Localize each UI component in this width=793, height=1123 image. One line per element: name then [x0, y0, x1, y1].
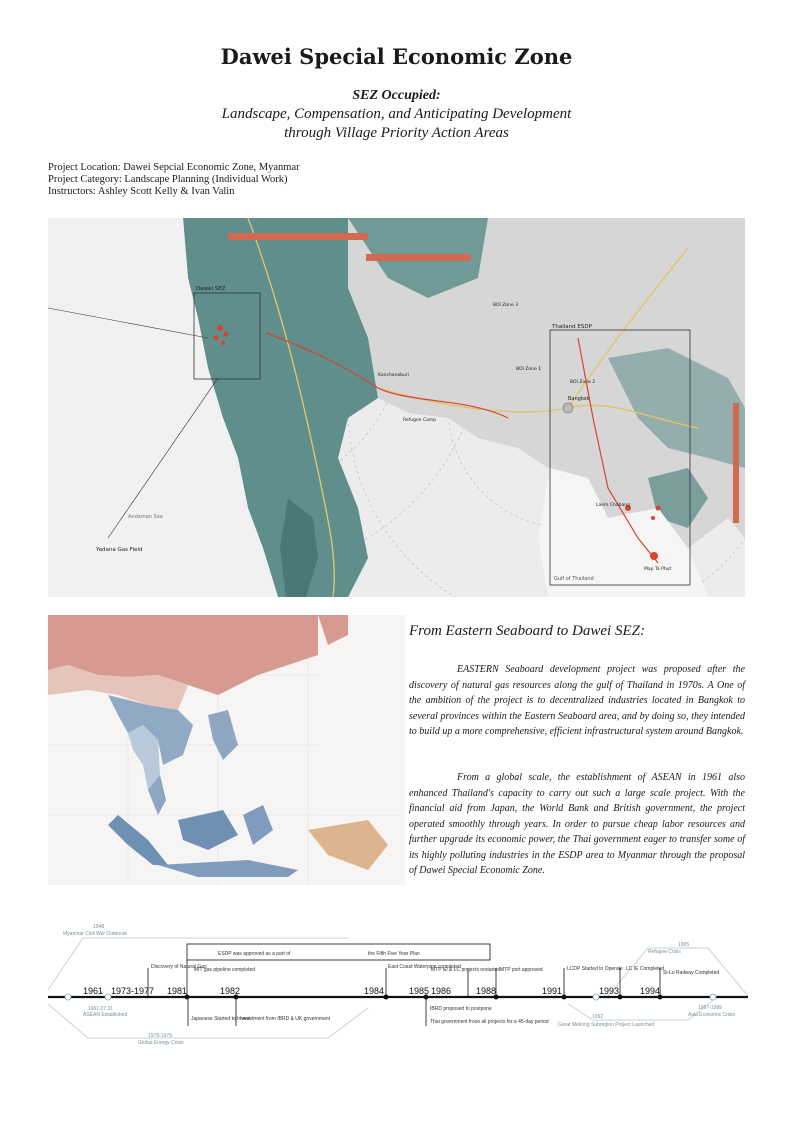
event-discovery: Discovery of Natural Gas — [151, 964, 207, 970]
regional-map — [48, 218, 745, 597]
year-1994: 1994 — [640, 986, 661, 996]
year-1985: 1985 — [409, 986, 430, 996]
label-boi-zone-2: BOI Zone 2 — [570, 380, 596, 385]
event-japanese: Japanese Started to Invest — [191, 1016, 251, 1022]
label-boi-zone-3: BOI Zone 3 — [493, 303, 519, 308]
section-title: From Eastern Seaboard to Dawei SEZ: — [409, 623, 645, 639]
subtitle-line-2: through Village Priority Action Areas — [284, 125, 509, 141]
date-war: 1948 — [93, 924, 105, 930]
event-myanmar-war: Myanmar Civil War Outbreak — [63, 931, 127, 937]
year-1973-1977: 1973-1977 — [111, 986, 155, 996]
project-location: Project Location: Dawei Sepcial Economic Zone, Myanmar — [48, 162, 300, 173]
event-asean: ASEAN Established — [83, 1012, 128, 1018]
label-gulf: Gulf of Thailand — [554, 576, 594, 582]
event-mtp-lc: MTP IE & LC projects restarted — [431, 967, 501, 973]
year-1981: 1981 — [167, 986, 188, 996]
year-1991: 1991 — [542, 986, 563, 996]
event-refugee: Refugee Crisis — [648, 949, 681, 955]
event-ibrd-postpone: IBRD proposed to postpone — [430, 1006, 492, 1012]
label-bangkok: Bangkok — [568, 396, 590, 402]
year-1986: 1986 — [431, 986, 452, 996]
date-mekong: 1992 — [592, 1014, 604, 1020]
label-kanchanaburi: Kanchanaburi — [378, 373, 409, 378]
southeast-asia-map — [48, 615, 405, 885]
event-east-coast: East Coast Waterpipe completed — [388, 964, 461, 970]
label-refugee-camp: Refugee Camp — [403, 418, 437, 423]
event-mit-pipeline: MIT gas pipeline completed — [194, 967, 256, 973]
label-dawei-sez: Dawei SEZ — [196, 286, 226, 292]
label-yadana: Yadana Gas Field — [96, 547, 143, 553]
year-1988: 1988 — [476, 986, 497, 996]
event-railway: Si-Lo Railway Completed — [663, 970, 720, 976]
label-laem-chabang: Laem Chabang — [596, 503, 630, 508]
event-energy: Global Energy Crisis — [138, 1040, 184, 1046]
page-subtitle: SEZ Occupied: — [352, 88, 441, 103]
subtitle-line-1: Landscape, Compensation, and Anticipating Development — [221, 106, 572, 122]
event-lc-ie: LC IE Completed — [626, 966, 665, 972]
bracket-label-2: the Fifth Five Year Plan — [368, 951, 420, 957]
date-energy: 1978-1979 — [148, 1033, 172, 1039]
paragraph-1: EASTERN Seaboard development project was proposed after the discovery of natural gas resources along the gulf of Thailand in 1970s. A One of the ambition of the project is to decentralized industries located in Bangkok to several provinces within the Eastern Seaboard area, and by doing so, they intended to build up a more comprehensive, efficient infrastructural system around Bangkok. — [409, 664, 745, 737]
page-title: Dawei Special Economic Zone — [220, 44, 573, 69]
project-category: Project Category: Landscape Planning (Individual Work) — [48, 174, 288, 185]
label-thailand-esdp: Thailand ESDP — [552, 324, 592, 330]
date-asean: 1961.07.31 — [88, 1006, 114, 1012]
event-mtp-port: MTP port approved — [500, 967, 543, 973]
paragraph-2: From a global scale, the establishment of ASEAN in 1961 also enhanced Thailand's capacity to carry out such a large scale project. With the financial aid from Japan, the World Bank and British government, the project operated smoothly through years. In order to pursue cheap labor resources and further upgrade its economic power, the Thai government eager to transfer some of its highly polluting industries in the ESDP area to Myanmar through the proposal of Dawei Special Economic Zone. — [409, 772, 745, 876]
year-1993: 1993 — [599, 986, 620, 996]
label-boi-zone-1: BOI Zone 1 — [516, 367, 542, 372]
event-ibrd-invest: Investment from IBRD & UK government — [240, 1016, 331, 1022]
event-thai-froze: Thai government froze all projects for a 45-day period — [430, 1019, 549, 1025]
date-asia: 1997-1999 — [698, 1005, 722, 1011]
bracket-label: ESDP was approved as a part of — [218, 951, 291, 957]
project-meta — [48, 162, 300, 198]
label-map-ta-phut: Map Ta Phut — [644, 567, 672, 572]
event-lcdp: LCDP Started to Operate — [567, 966, 623, 972]
year-1961: 1961 — [83, 986, 104, 996]
year-1984: 1984 — [364, 986, 385, 996]
project-instructors: Instructors: Ashley Scott Kelly & Ivan Valin — [48, 186, 235, 197]
event-mekong: Great Mekong Subregion Project Launched — [558, 1022, 655, 1028]
event-asia-crisis: Asia Economic Crisis — [688, 1012, 735, 1018]
date-refugee: 1995 — [678, 942, 690, 948]
label-andaman: Andaman Sea — [128, 514, 163, 520]
year-1982: 1982 — [220, 986, 241, 996]
timeline — [48, 908, 748, 1058]
